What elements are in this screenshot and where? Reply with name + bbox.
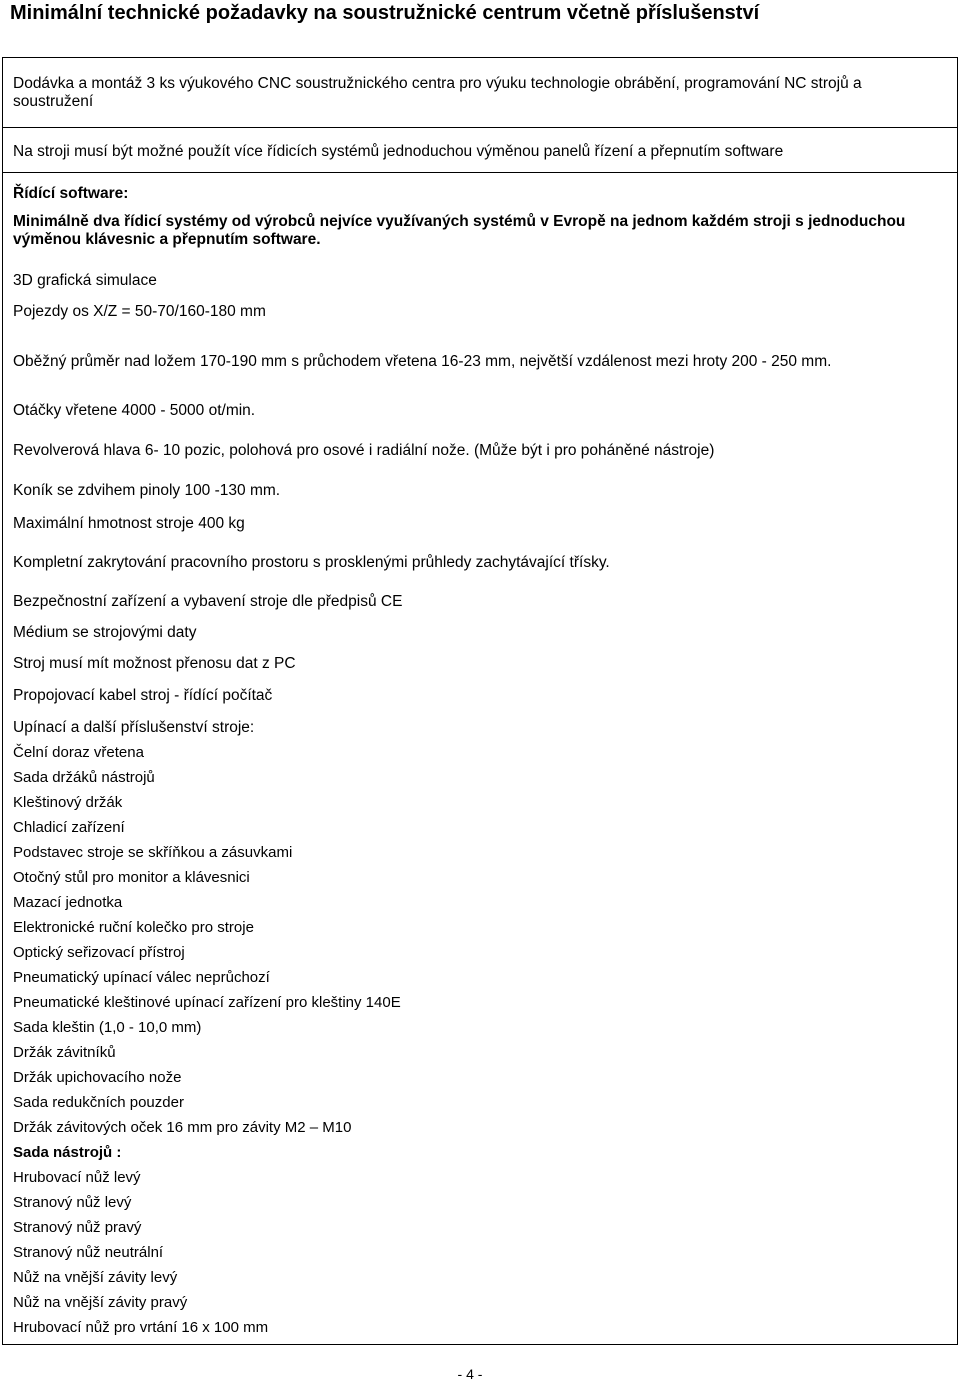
accessory-item: Pneumatické kleštinové upínací zařízení pro kleštiny 140E (13, 994, 401, 1011)
accessories-heading: Upínací a další příslušenství stroje: (13, 719, 255, 736)
accessory-item: Držák závitových oček 16 mm pro závity M2 – M10 (13, 1119, 352, 1136)
page-title: Minimální technické požadavky na soustružnické centrum včetně příslušenství (10, 2, 760, 24)
tool-item: Stranový nůž levý (13, 1194, 132, 1211)
requirements-box (2, 57, 958, 1345)
spec-item: Propojovací kabel stroj - řídící počítač (13, 687, 273, 704)
spec-item: Maximální hmotnost stroje 400 kg (13, 515, 245, 532)
accessory-item: Čelní doraz vřetena (13, 744, 144, 761)
tool-item: Nůž na vnější závity levý (13, 1269, 178, 1286)
spec-item: Koník se zdvihem pinoly 100 -130 mm. (13, 482, 281, 499)
accessory-item: Držák upichovacího nože (13, 1069, 182, 1086)
tool-item: Stranový nůž neutrální (13, 1244, 164, 1261)
delivery-text: Dodávka a montáž 3 ks výukového CNC soustružnického centra pro výuku technologie obrábění, programování NC strojů a soustružení (13, 75, 862, 110)
spec-item: Pojezdy os X/Z = 50-70/160-180 mm (13, 303, 266, 320)
spec-item: 3D grafická simulace (13, 272, 157, 289)
accessory-item: Optický seřizovací přístroj (13, 944, 185, 961)
accessory-item: Kleštinový držák (13, 794, 123, 811)
accessory-item: Sada držáků nástrojů (13, 769, 155, 786)
accessory-item: Sada redukčních pouzder (13, 1094, 184, 1111)
tool-item: Hrubovací nůž levý (13, 1169, 141, 1186)
spec-item: Médium se strojovými daty (13, 624, 197, 641)
accessory-item: Držák závitníků (13, 1044, 116, 1061)
row-divider (3, 172, 957, 173)
accessory-item: Elektronické ruční kolečko pro stroje (13, 919, 254, 936)
spec-item: Bezpečnostní zařízení a vybavení stroje dle předpisů CE (13, 593, 403, 610)
accessory-item: Podstavec stroje se skříňkou a zásuvkami (13, 844, 293, 861)
accessory-item: Sada kleštin (1,0 - 10,0 mm) (13, 1019, 202, 1036)
tools-heading: Sada nástrojů : (13, 1144, 122, 1161)
tool-item: Stranový nůž pravý (13, 1219, 142, 1236)
accessory-item: Chladicí zařízení (13, 819, 125, 836)
multi-control-text: Na stroji musí být možné použít více řídicích systémů jednoduchou výměnou panelů řízení a přepnutím software (13, 143, 784, 160)
tool-item: Nůž na vnější závity pravý (13, 1294, 188, 1311)
software-requirement: Minimálně dva řídicí systémy od výrobců nejvíce využívaných systémů v Evropě na jednom každém stroji s jednoduchou výměnou klávesnic a přepnutím software. (13, 213, 906, 248)
tool-item: Hrubovací nůž pro vrtání 16 x 100 mm (13, 1319, 269, 1336)
spec-item: Revolverová hlava 6- 10 pozic, polohová pro osové i radiální nože. (Může být i pro poháněné nástroje) (13, 442, 715, 459)
spec-item: Kompletní zakrytování pracovního prostoru s prosklenými průhledy zachytávající třísky. (13, 554, 610, 571)
spec-item: Oběžný průměr nad ložem 170-190 mm s průchodem vřetena 16-23 mm, největší vzdálenost mezi hroty 200 - 250 mm. (13, 353, 832, 370)
accessory-item: Otočný stůl pro monitor a klávesnici (13, 869, 250, 886)
accessory-item: Pneumatický upínací válec neprůchozí (13, 969, 270, 986)
spec-item: Stroj musí mít možnost přenosu dat z PC (13, 655, 296, 672)
software-heading: Řídící software: (13, 185, 129, 202)
spec-item: Otáčky vřetene 4000 - 5000 ot/min. (13, 402, 256, 419)
accessory-item: Mazací jednotka (13, 894, 123, 911)
row-divider (3, 127, 957, 128)
page-number: - 4 - (457, 1366, 483, 1382)
